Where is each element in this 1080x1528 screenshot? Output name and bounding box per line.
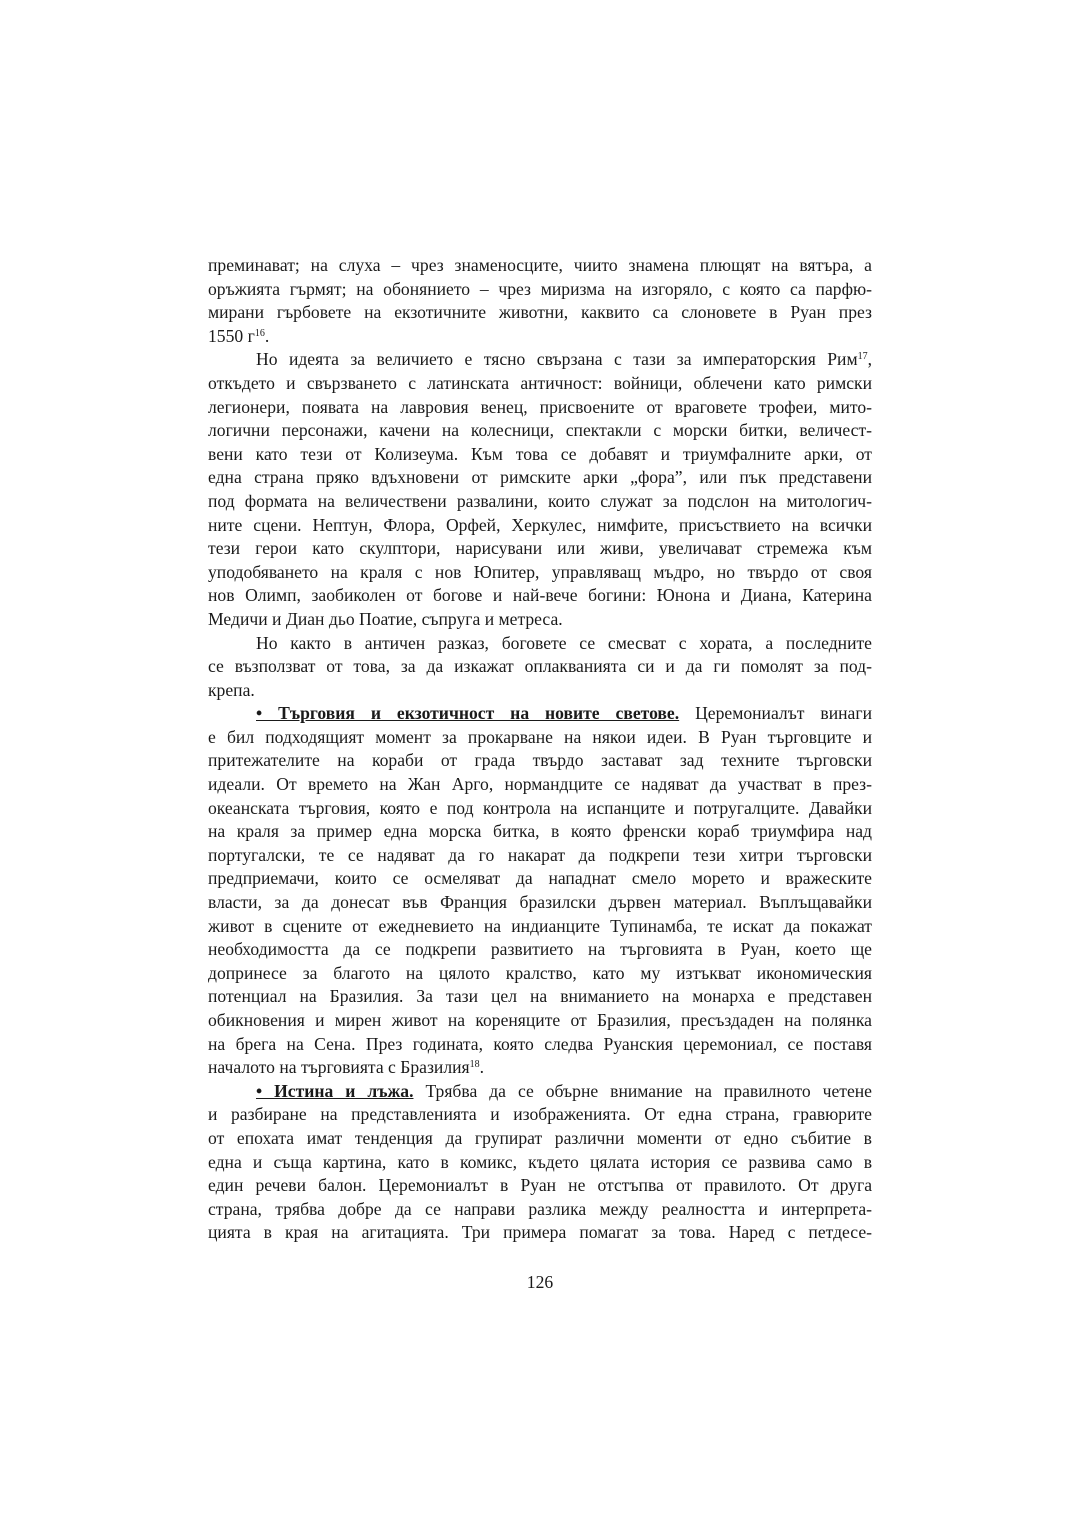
- text-line: [208, 844, 872, 868]
- text-line: [208, 1080, 872, 1104]
- text-line: [208, 1103, 872, 1127]
- line-text: на краля за пример една морска битка, в която френски кораб триумфира над: [208, 821, 872, 842]
- line-text: обикновения и мирен живот на кореняците от Бразилия, пресъздаден на полянка: [208, 1010, 872, 1030]
- line-text: Медичи и Диан дьо Поатие, съпруга и метреса.: [208, 608, 563, 629]
- text-line: [208, 962, 872, 986]
- line-text: откъдето и свързването с латинската античност: войници, облечени като римски: [208, 372, 872, 393]
- line-text: оръжията гърмят; на обонянието – чрез миризма на изгоряло, с която са парфю-: [208, 278, 872, 299]
- line-text: под формата на величествени развалини, които служат за подслон на митологич-: [208, 490, 872, 511]
- text-line: [208, 702, 872, 726]
- text-line: [208, 1127, 872, 1151]
- line-text: мирани гърбовете на екзотичните животни, каквито са слоновете в Руан през: [208, 302, 872, 323]
- line-text: началото на търговията с Бразилия: [208, 1057, 470, 1078]
- line-text: 1550 г: [208, 325, 255, 346]
- footnote-marker: 18: [469, 1059, 480, 1071]
- footnote-marker: 16: [254, 327, 265, 339]
- text-line: [208, 1056, 872, 1080]
- line-text: Но както в античен разказ, боговете се смесват с хората, а последните: [256, 632, 872, 653]
- text-line: [208, 773, 872, 797]
- line-text: Но идеята за величието е тясно свързана с тази за императорския Рим: [256, 349, 858, 370]
- text-line: [208, 632, 872, 656]
- line-text: идеали. От времето на Жан Арго, нормандците се надяват да участват в през-: [208, 774, 872, 795]
- text-line: [208, 891, 872, 915]
- line-punctuation: ,: [867, 349, 872, 370]
- line-text: необходимостта да се подкрепи развитието на търговията в Руан, което ще: [208, 939, 872, 960]
- line-text: океанската търговия, която е под контрола на испанците и потругалците. Давайки: [208, 797, 872, 818]
- text-line: [208, 820, 872, 844]
- line-text: и разбиране на представленията и изображенията. От една страна, гравюрите: [208, 1104, 872, 1125]
- text-line: [208, 915, 872, 939]
- text-line: [208, 348, 872, 372]
- text-line: [208, 1221, 872, 1245]
- line-text: допринесе за благото на цялото кралство, като му изтъкват икономическия: [208, 962, 872, 983]
- footnote-marker: 17: [857, 351, 868, 363]
- text-line: [208, 1033, 872, 1057]
- text-line: [208, 938, 872, 962]
- line-text: на брега на Сена. През годината, която следва Руанския церемониал, се поставя: [208, 1033, 872, 1054]
- line-text: един речеви балон. Церемониалът в Руан не отстъпва от правилото. От друга: [208, 1175, 872, 1196]
- text-line: [208, 1151, 872, 1175]
- line-text: цията в края на агитацията. Три примера помагат за това. Наред с петдесе-: [208, 1222, 872, 1243]
- line-text: португалски, те се надяват да го накарат да подкрепи тези хитри търговски: [208, 844, 872, 865]
- line-text: Церемониалът винаги: [679, 703, 872, 724]
- text-line: [208, 608, 872, 632]
- text-line: [208, 655, 872, 679]
- text-line: [208, 466, 872, 490]
- text-line: [208, 985, 872, 1009]
- section-heading: • Търговия и екзотичност на новите светове.: [256, 703, 680, 724]
- line-text: се възползват от това, за да изкажат оплакванията си и да ги помолят за под-: [208, 656, 872, 677]
- text-line: [208, 396, 872, 420]
- text-line: [208, 584, 872, 608]
- text-line: [208, 1174, 872, 1198]
- text-line: [208, 301, 872, 325]
- text-line: [208, 514, 872, 538]
- line-punctuation: .: [264, 325, 270, 346]
- line-text: от епохата имат тенденция да групират различни моменти от едно събитие в: [208, 1127, 872, 1148]
- line-text: една и съща картина, като в комикс, където цялата история се развива само в: [208, 1151, 872, 1172]
- page-number: 126: [526, 1272, 554, 1292]
- line-text: една страна пряко вдъхновени от римските арки „фора”, или пък представени: [208, 467, 872, 488]
- line-text: нов Олимп, заобиколен от богове и най-вече богини: Юнона и Диана, Катерина: [208, 585, 872, 606]
- body-text: [208, 254, 872, 1245]
- text-line: [208, 1009, 872, 1033]
- line-text: страна, трябва добре да се направи разлика между реалността и интерпрета-: [208, 1198, 872, 1219]
- line-text: живот в сцените от ежедневието на индианците Тупинамба, те искат да покажат: [208, 915, 872, 936]
- text-line: [208, 325, 872, 349]
- text-line: [208, 867, 872, 891]
- line-text: власти, за да донесат във Франция бразилски дървен материал. Въплъщавайки: [208, 892, 872, 913]
- line-text: тези герои като скулптори, нарисувани или живи, увеличават стремежа към: [208, 538, 872, 559]
- text-line: [208, 537, 872, 561]
- text-line: [208, 1198, 872, 1222]
- text-line: [208, 278, 872, 302]
- section-heading: • Истина и лъжа.: [256, 1080, 414, 1101]
- line-text: потенциал на Бразилия. За тази цел на вниманието на монарха е представен: [208, 986, 872, 1007]
- line-text: Трябва да се обърне внимание на правилното четене: [413, 1080, 872, 1101]
- text-line: [208, 372, 872, 396]
- line-text: ните сцени. Нептун, Флора, Орфей, Херкулес, нимфите, присъствието на всички: [208, 514, 872, 535]
- line-text: легионери, появата на лавровия венец, присвоените от враговете трофеи, мито-: [208, 396, 872, 417]
- text-line: [208, 254, 872, 278]
- text-line: [208, 443, 872, 467]
- line-text: е бил подходящият момент за прокарване на някои идеи. В Руан търговците и: [208, 726, 872, 747]
- line-text: вени като тези от Колизеума. Към това се добавят и триумфалните арки, от: [208, 443, 872, 464]
- line-text: уподобяването на краля с нов Юпитер, управляващ мъдро, но твърдо от своя: [208, 561, 872, 582]
- text-line: [208, 561, 872, 585]
- line-text: предприемачи, които се осмеляват да нападнат смело морето и вражеските: [208, 868, 872, 889]
- text-line: [208, 797, 872, 821]
- text-line: [208, 490, 872, 514]
- line-text: логични персонажи, качени на колесници, спектакли с морски битки, величест-: [208, 420, 872, 441]
- text-line: [208, 419, 872, 443]
- text-line: [208, 749, 872, 773]
- line-punctuation: .: [479, 1057, 485, 1078]
- text-line: [208, 679, 872, 703]
- line-text: преминават; на слуха – чрез знаменосците, чиито знамена плющят на вятъра, а: [208, 255, 872, 275]
- text-line: [208, 726, 872, 750]
- line-text: притежателите на кораби от града твърдо застават зад техните търговски: [208, 750, 872, 771]
- line-text: крепа.: [208, 679, 255, 700]
